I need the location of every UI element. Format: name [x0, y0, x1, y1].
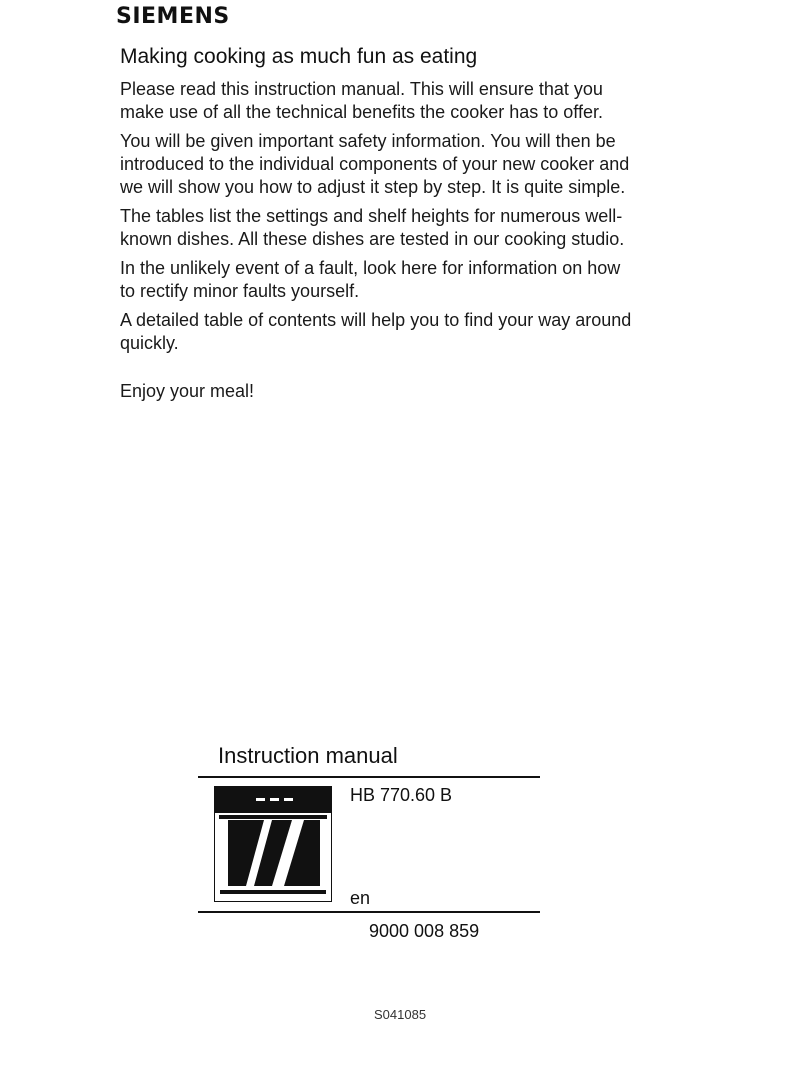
intro-paragraph: In the unlikely event of a fault, look here for information on how to rectify minor faults yourself.: [120, 258, 621, 301]
intro-paragraph: The tables list the settings and shelf heights for numerous well-known dishes. All these dishes are tested in our cooking studio.: [120, 206, 625, 249]
language-code: en: [350, 888, 371, 908]
intro-paragraph: Please read this instruction manual. This will ensure that you make use of all the technical benefits the cooker has to offer.: [120, 79, 603, 122]
brand-logo: SIEMENS: [116, 4, 230, 29]
oven-display-segment: [270, 798, 279, 801]
intro-paragraph: You will be given important safety information. You will then be introduced to the individual components of your new cooker and we will show you how to adjust it step by step. It is quite simple.: [120, 131, 630, 197]
oven-window: [228, 820, 320, 886]
oven-door-handle: [219, 815, 327, 819]
divider-top: [198, 776, 540, 778]
intro-section: [120, 42, 640, 409]
manual-title: Instruction manual: [218, 743, 398, 768]
oven-display-segment: [284, 798, 293, 801]
footer-code: S041085: [374, 1007, 427, 1022]
oven-display-segment: [256, 798, 265, 801]
intro-headline: Making cooking as much fun as eating: [120, 45, 478, 68]
intro-paragraph: A detailed table of contents will help you to find your way around quickly.: [120, 310, 632, 353]
model-number: HB 770.60 B: [350, 785, 453, 805]
closing-line: Enjoy your meal!: [120, 381, 255, 401]
oven-base: [220, 890, 326, 894]
document-number: 9000 008 859: [369, 921, 480, 941]
divider-bottom: [198, 911, 540, 913]
oven-icon: [214, 786, 332, 902]
